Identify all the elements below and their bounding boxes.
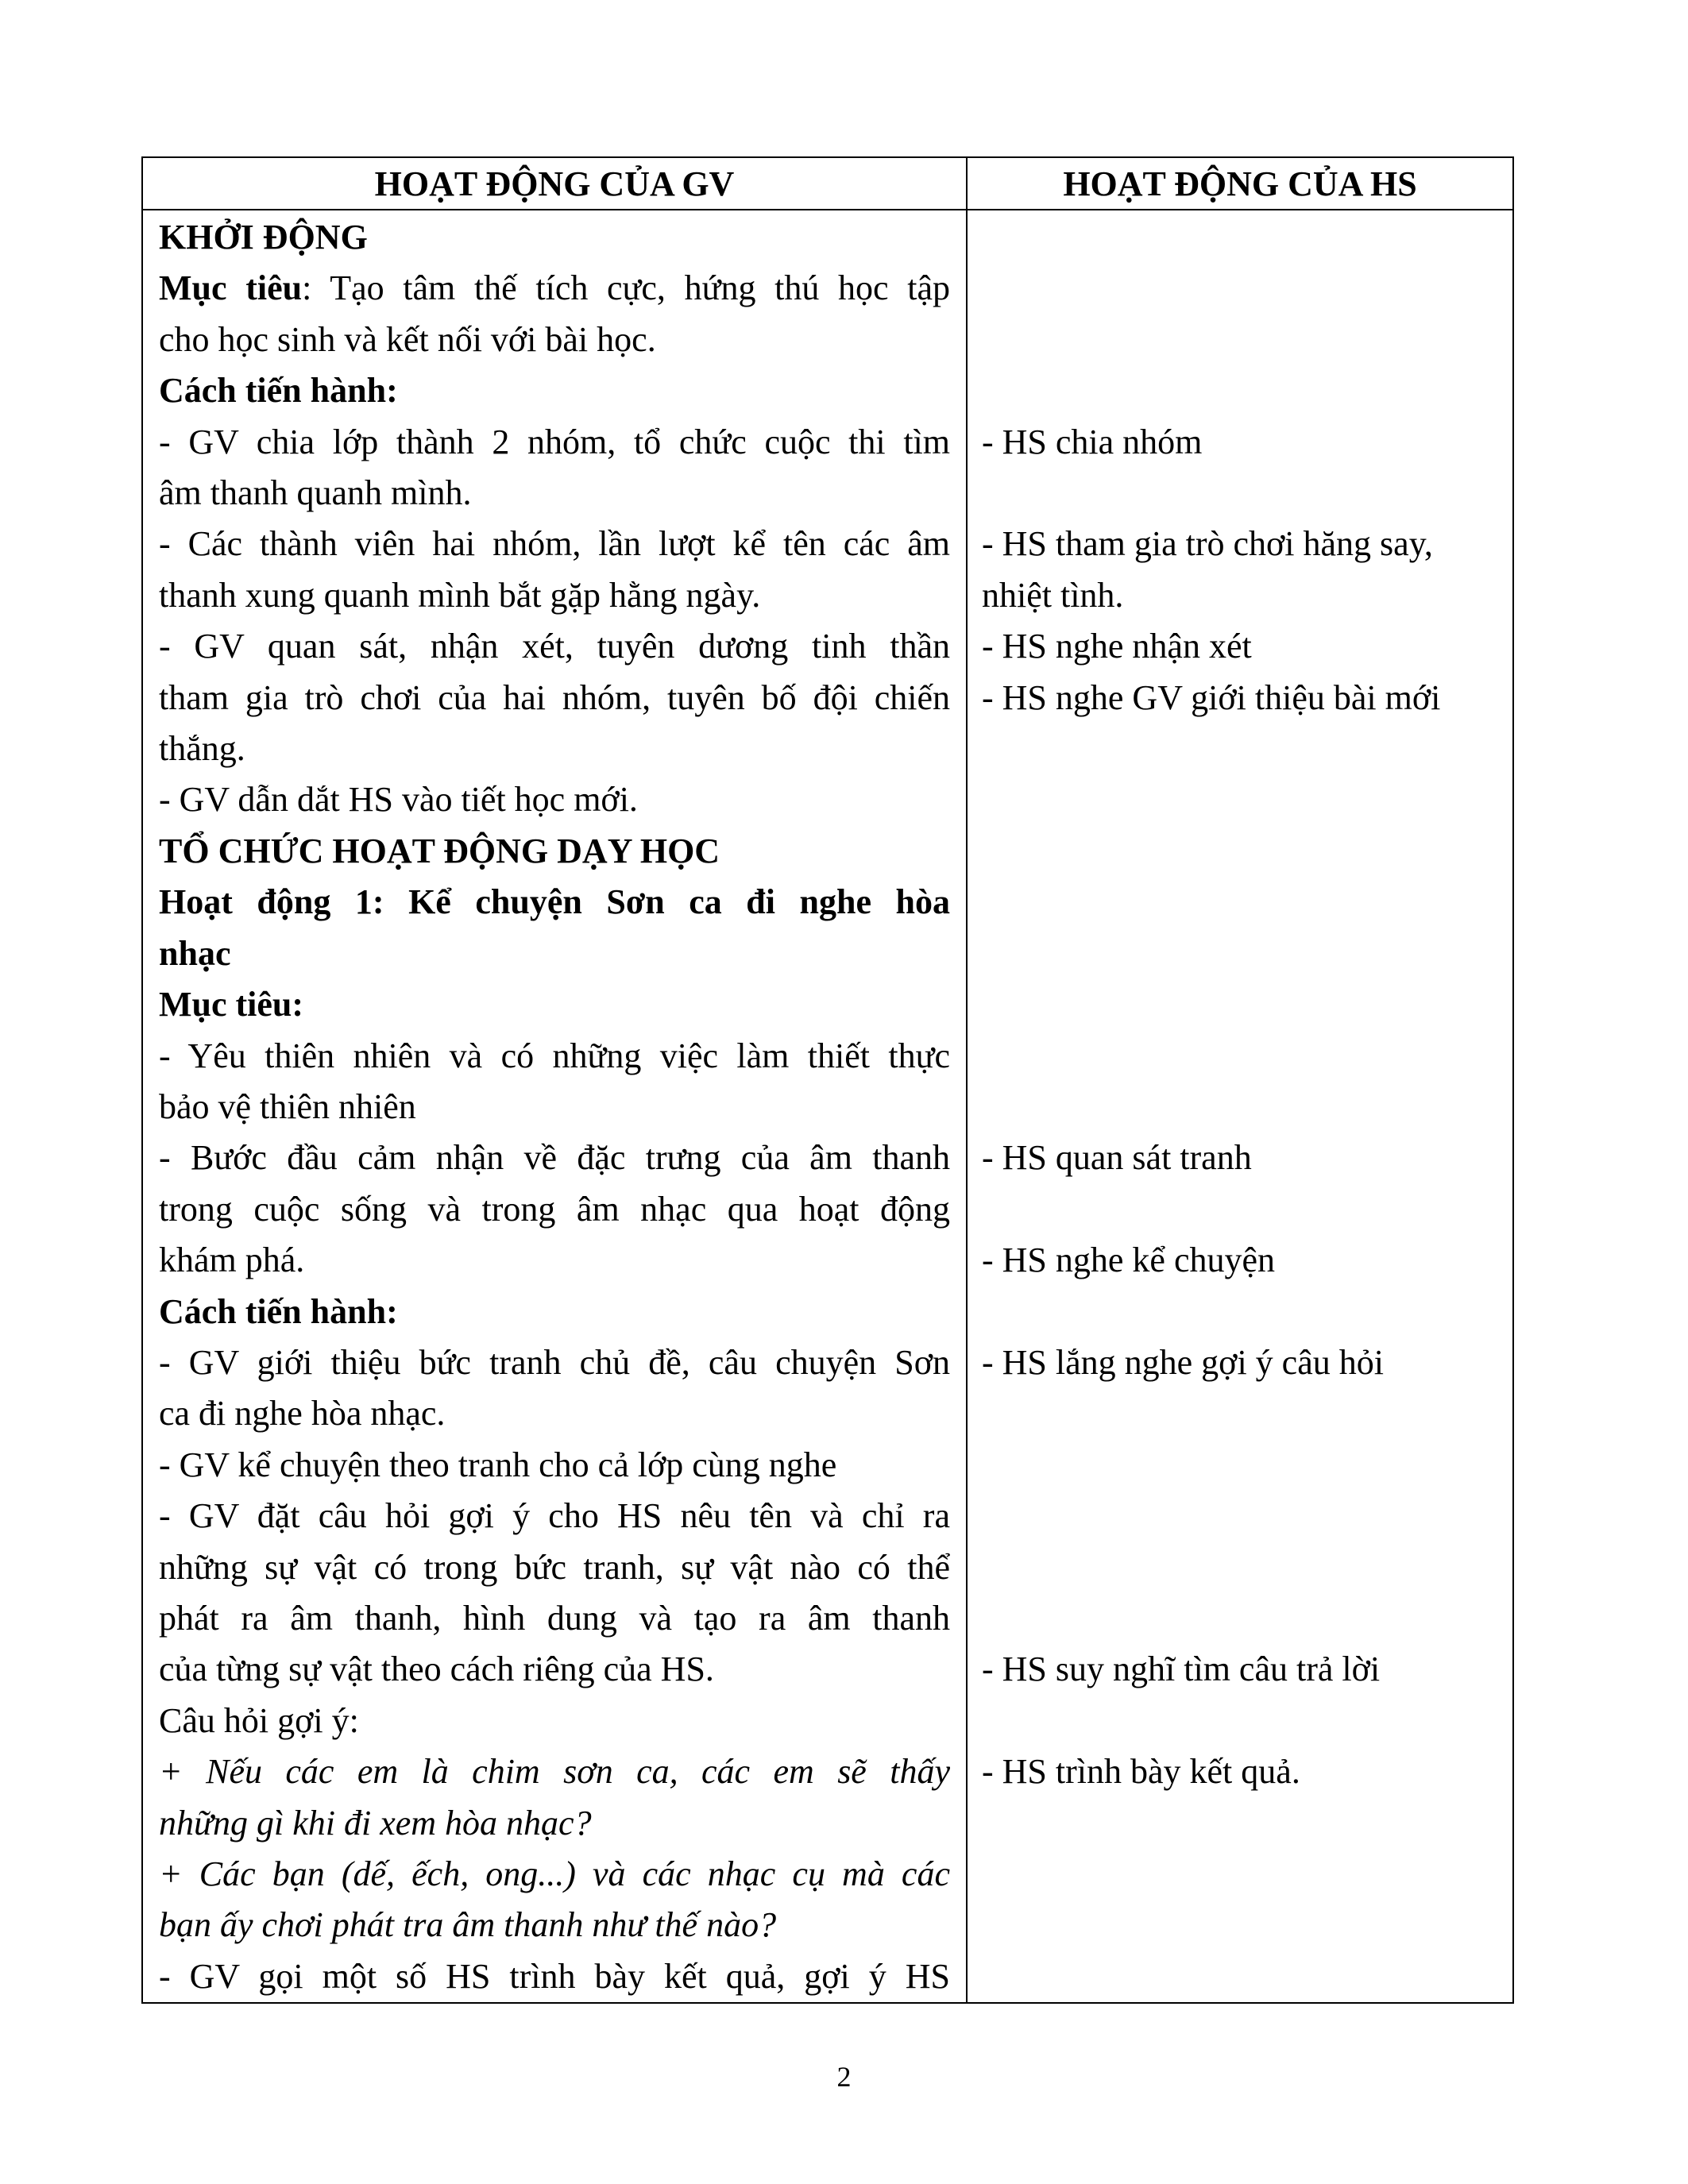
student-activity-line: - HS nghe GV giới thiệu bài mới [982, 677, 1441, 717]
page-number: 2 [836, 2061, 852, 2093]
teacher-activity-line: cho học sinh và kết nối với bài học. [159, 319, 656, 359]
student-activity-spacer [982, 1593, 1500, 1644]
student-activity-spacer [982, 1695, 1500, 1746]
teacher-activity-line: bạn ấy chơi phát tra âm thanh như thế nào? [159, 1905, 777, 1945]
student-activity-spacer [982, 1900, 1500, 1951]
teacher-activity-line: TỔ CHỨC HOẠT ĐỘNG DẠY HỌC [159, 831, 720, 870]
teacher-activity-line: - GV giới thiệu bức tranh chủ đề, câu chuyện Sơn [159, 1342, 950, 1382]
student-activity-spacer [982, 1388, 1500, 1439]
teacher-activity-line: ca đi nghe hòa nhạc. [159, 1394, 446, 1433]
teacher-activity-line: âm thanh quanh mình. [159, 473, 472, 513]
teacher-activity-line: Câu hỏi gợi ý: [159, 1700, 359, 1740]
student-activity-line: nhiệt tình. [982, 575, 1124, 615]
teacher-activity-line: - Yêu thiên nhiên và có những việc làm thiết thực [159, 1036, 950, 1075]
student-activity-spacer [982, 1491, 1500, 1542]
teacher-activity-line: + Nếu các em là chim sơn ca, các em sẽ thấy [159, 1752, 950, 1792]
header-teacher-activity: HOẠT ĐỘNG CỦA GV [142, 157, 967, 210]
objective-text: : Tạo tâm thế tích cực, hứng thú học tập [302, 268, 950, 308]
student-activity-spacer [982, 928, 1500, 979]
student-activity-line: - HS nghe kể chuyện [982, 1240, 1276, 1279]
teacher-activity-line: thắng. [159, 729, 245, 769]
teacher-activity-line: - GV chia lớp thành 2 nhóm, tổ chức cuộc thi tìm [159, 422, 950, 461]
student-activity-spacer [982, 1440, 1500, 1491]
student-activity-cell [967, 210, 1513, 2003]
objective-label: Mục tiêu [159, 268, 303, 308]
student-activity-spacer [982, 826, 1500, 877]
teacher-activity-content [143, 210, 966, 2002]
teacher-activity-line: - Các thành viên hai nhóm, lần lượt kể tên các âm [159, 524, 950, 564]
teacher-activity-line: Hoạt động 1: Kể chuyện Sơn ca đi nghe hòa [159, 882, 950, 922]
student-activity-spacer [982, 877, 1500, 928]
header-student-activity: HOẠT ĐỘNG CỦA HS [967, 157, 1513, 210]
teacher-activity-line: thanh xung quanh mình bắt gặp hằng ngày. [159, 575, 761, 615]
table-header-row [142, 157, 1513, 210]
teacher-activity-line: bảo vệ thiên nhiên [159, 1086, 416, 1126]
lesson-activity-table [141, 156, 1514, 2004]
student-activity-spacer [982, 1542, 1500, 1592]
student-activity-content [968, 210, 1512, 2002]
student-activity-spacer [982, 774, 1500, 825]
teacher-activity-line: phát ra âm thanh, hình dung và tạo ra âm thanh [159, 1598, 950, 1638]
teacher-activity-line: + Các bạn (dế, ếch, ong...) và các nhạc cụ mà các [159, 1854, 950, 1893]
teacher-activity-line: của từng sự vật theo cách riêng của HS. [159, 1650, 714, 1689]
student-activity-spacer [982, 1797, 1500, 1848]
student-activity-spacer [982, 468, 1500, 519]
student-activity-spacer [982, 263, 1500, 314]
student-activity-spacer [982, 1286, 1500, 1337]
teacher-activity-line: khám phá. [159, 1241, 305, 1280]
student-activity-line: - HS nghe nhận xét [982, 627, 1252, 666]
student-activity-spacer [982, 314, 1500, 365]
table-body-row [142, 210, 1513, 2003]
student-activity-spacer [982, 212, 1500, 263]
student-activity-line: - HS quan sát tranh [982, 1138, 1252, 1178]
student-activity-spacer [982, 1951, 1500, 2001]
student-activity-line: - HS trình bày kết quả. [982, 1751, 1300, 1791]
teacher-activity-line: Cách tiến hành: [159, 371, 398, 411]
teacher-activity-line: những gì khi đi xem hòa nhạc? [159, 1803, 592, 1843]
student-activity-line: - HS suy nghĩ tìm câu trả lời [982, 1650, 1381, 1689]
student-activity-spacer [982, 979, 1500, 1030]
teacher-activity-line [159, 263, 950, 314]
teacher-activity-line: KHỞI ĐỘNG [159, 218, 368, 257]
teacher-activity-cell [142, 210, 967, 2003]
teacher-activity-line: - GV gọi một số HS trình bày kết quả, gợi ý HS [159, 1956, 950, 1996]
teacher-activity-line: - GV đặt câu hỏi gợi ý cho HS nêu tên và chỉ ra [159, 1496, 950, 1536]
student-activity-line: - HS chia nhóm [982, 422, 1203, 461]
teacher-activity-line: - GV dẫn dắt HS vào tiết học mới. [159, 780, 638, 820]
student-activity-spacer [982, 723, 1500, 774]
teacher-activity-line: nhạc [159, 933, 231, 973]
teacher-activity-line: trong cuộc sống và trong âm nhạc qua hoạt động [159, 1189, 950, 1229]
teacher-activity-line: - Bước đầu cảm nhận về đặc trưng của âm thanh [159, 1138, 950, 1178]
student-activity-line: - HS tham gia trò chơi hăng say, [982, 524, 1433, 564]
student-activity-spacer [982, 365, 1500, 416]
student-activity-spacer [982, 1184, 1500, 1235]
student-activity-spacer [982, 1849, 1500, 1900]
teacher-activity-line: những sự vật có trong bức tranh, sự vật nào có thể [159, 1547, 950, 1587]
teacher-activity-line: - GV kể chuyện theo tranh cho cả lớp cùng nghe [159, 1445, 837, 1484]
student-activity-line: - HS lắng nghe gợi ý câu hỏi [982, 1342, 1384, 1382]
teacher-activity-line: tham gia trò chơi của hai nhóm, tuyên bố đội chiến [159, 677, 950, 717]
student-activity-spacer [982, 1030, 1500, 1081]
teacher-activity-line: Mục tiêu: [159, 985, 304, 1024]
teacher-activity-line: - GV quan sát, nhận xét, tuyên dương tinh thần [159, 627, 950, 666]
teacher-activity-line: Cách tiến hành: [159, 1291, 398, 1331]
student-activity-spacer [982, 1082, 1500, 1133]
